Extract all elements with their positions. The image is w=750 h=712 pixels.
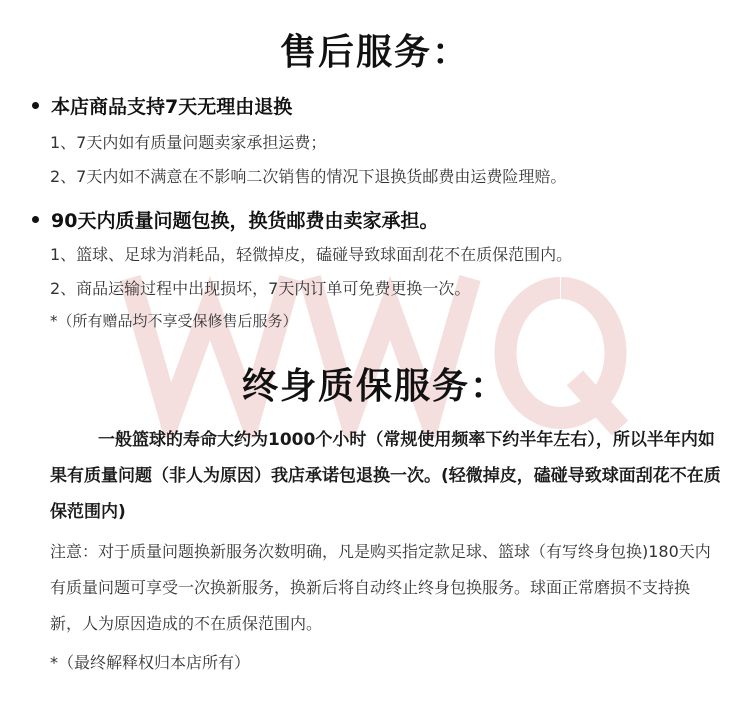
warranty-paragraph [50,422,722,530]
final-interpretation-note: *（最终解释权归本店所有） [50,653,251,672]
lifetime-warranty-title: 终身质保服务： [241,366,508,407]
warranty-notice: 注意：对于质量问题换新服务次数明确，凡是购买指定款足球、篮球（有写终身包换)180天内有质量问题可享受一次换新服务，换新后将自动终止终身包换服务。球面正常磨损不支持换新，人为原因造成的不在质保范围内。 [50,542,711,633]
seven-day-return-bullet [32,92,292,119]
gift-note: *（所有赠品均不享受保修售后服务） [50,312,298,330]
list-item: 1、7天内如有质量问题卖家承担运费； [50,133,327,152]
bullet-dot-icon [32,102,39,109]
list-item: 1、篮球、足球为消耗品，轻微掉皮，磕碰导致球面刮花不在质保范围内。 [50,245,573,264]
bullet-text: 本店商品支持7天无理由退换 [51,96,293,118]
bullet-dot-icon [32,216,39,223]
bullet-text: 90天内质量问题包换，换货邮费由卖家承担。 [51,210,439,232]
list-item: 2、商品运输过程中出现损坏，7天内订单可免费更换一次。 [50,279,471,298]
list-item: 2、7天内如不满意在不影响二次销售的情况下退换货邮费由运费险理赔。 [50,167,567,186]
after-sales-title: 售后服务： [279,32,470,73]
ninety-day-exchange-bullet [32,206,438,233]
paragraph-text: 一般篮球的寿命大约为1000个小时（常规使用频率下约半年左右），所以半年内如果有质量问题（非人为原因）我店承诺包退换一次。(轻微掉皮，磕碰导致球面刮花不在质保范围内) [50,430,721,522]
